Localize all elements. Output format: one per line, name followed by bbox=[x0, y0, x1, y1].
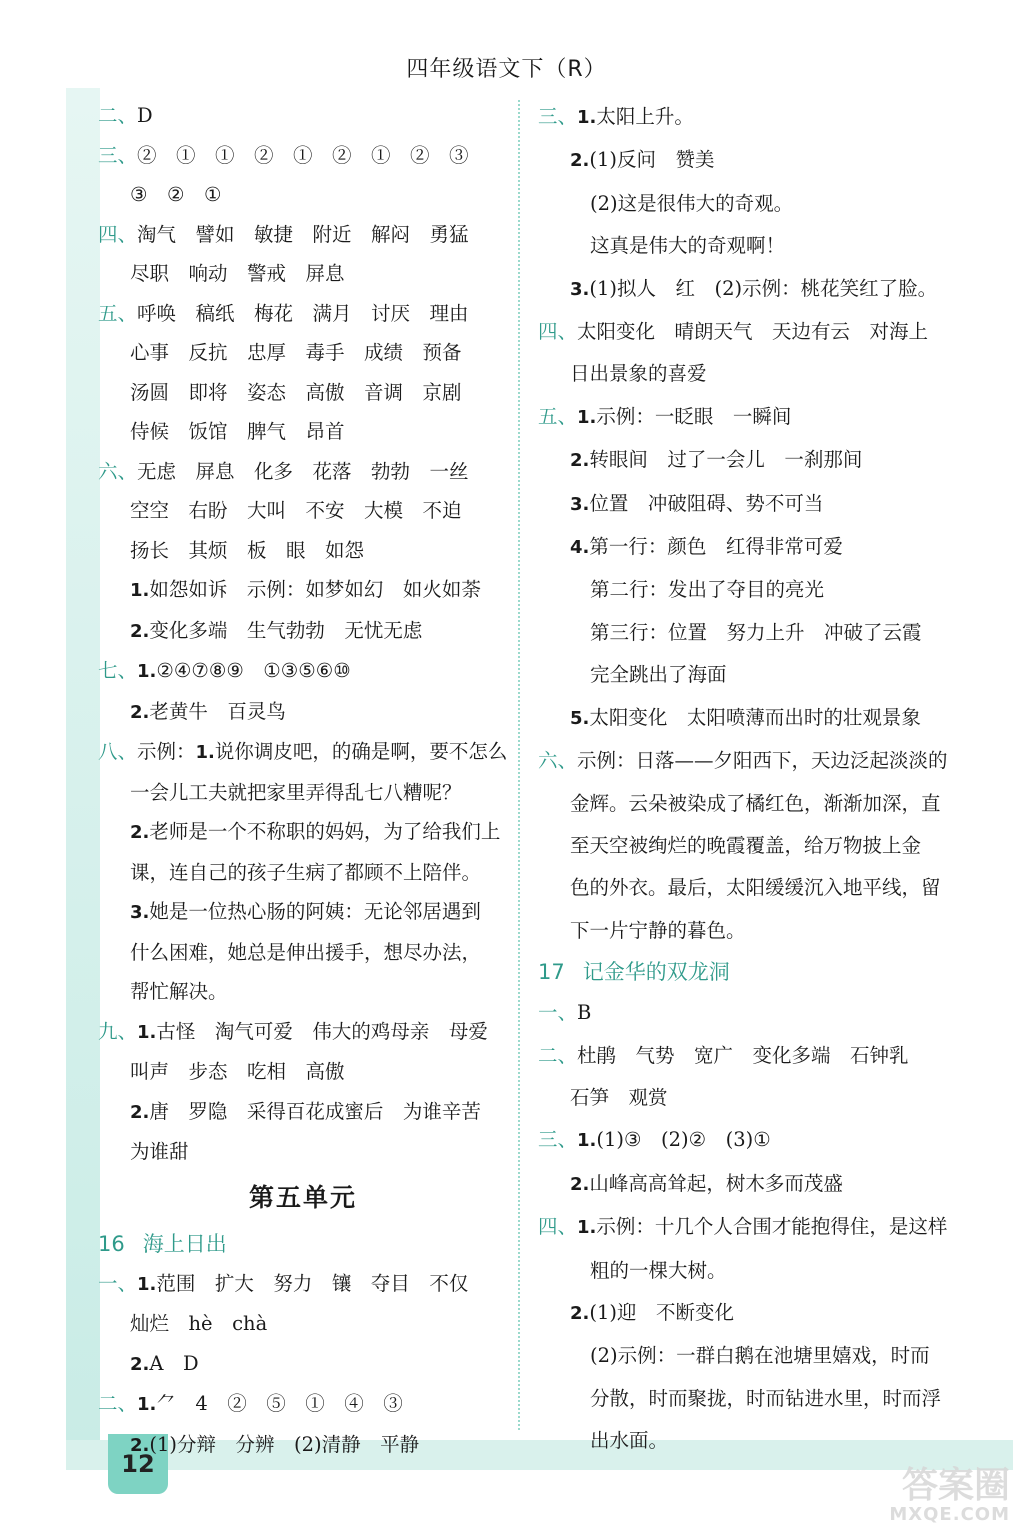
answer-line bbox=[538, 96, 958, 139]
answer-text: 这真是伟大的奇观啊！ bbox=[590, 234, 786, 258]
answer-line bbox=[98, 373, 508, 413]
answer-line bbox=[98, 732, 508, 773]
answer-text: 示例： bbox=[137, 740, 196, 763]
column-divider bbox=[518, 100, 520, 1430]
answer-text: 叫声 步态 吃相 高傲 bbox=[130, 1060, 345, 1083]
lesson-title: 海上日出 bbox=[142, 1231, 227, 1256]
answer-line bbox=[98, 773, 508, 813]
answer-line bbox=[538, 1163, 958, 1206]
section-marker: 四、 bbox=[538, 1215, 578, 1239]
answer-text: 汤圆 即将 姿态 高傲 音调 京剧 bbox=[130, 380, 462, 404]
answer-text: B bbox=[577, 1001, 592, 1025]
answer-text: 老黄牛 百灵鸟 bbox=[149, 699, 286, 723]
item-number: 1. bbox=[577, 406, 597, 428]
lesson-title: 记金华的双龙洞 bbox=[582, 960, 730, 985]
answer-line bbox=[538, 526, 958, 569]
item-number: 3. bbox=[570, 278, 590, 300]
answer-text: 下一片宁静的暮色。 bbox=[570, 918, 746, 942]
answer-text: 太阳变化 晴朗天气 天边有云 对海上 bbox=[577, 320, 929, 344]
item-number: 1. bbox=[130, 580, 150, 601]
answer-text: 她是一位热心肠的阿姨：无论邻居遇到 bbox=[149, 900, 481, 923]
answer-line bbox=[98, 531, 508, 571]
answer-line bbox=[538, 612, 958, 654]
answer-line bbox=[98, 412, 508, 452]
item-number: 2. bbox=[130, 701, 150, 723]
answer-line bbox=[538, 1119, 958, 1162]
item-number: 3. bbox=[130, 902, 150, 923]
answer-line bbox=[98, 1132, 508, 1172]
answer-line bbox=[538, 1250, 958, 1292]
item-number: 5. bbox=[570, 707, 590, 729]
answer-line bbox=[98, 651, 508, 692]
answer-line bbox=[538, 569, 958, 611]
answer-text: 第一行：颜色 红得非常可爱 bbox=[589, 535, 843, 559]
answer-text: 一会儿工夫就把家里弄得乱七八糟呢？ bbox=[130, 780, 462, 804]
section-marker: 七、 bbox=[98, 659, 138, 682]
answer-text: 示例：十几个人合围才能抱得住，是这样 bbox=[596, 1215, 948, 1239]
answer-text: 什么困难，她总是伸出援手，想尽办法， bbox=[130, 940, 482, 964]
unit-title: 第五单元 bbox=[248, 1182, 357, 1212]
watermark-logo bbox=[830, 1465, 1010, 1528]
answer-text: 心事 反抗 忠厚 毒手 成绩 预备 bbox=[130, 341, 462, 364]
answer-text: 示例：日落——夕阳西下，天边泛起淡淡的 bbox=[577, 749, 948, 773]
answer-text: 山峰高高耸起，树木多而茂盛 bbox=[589, 1171, 843, 1195]
section-marker: 二、 bbox=[98, 104, 138, 127]
answer-line bbox=[538, 268, 958, 311]
item-number: 2. bbox=[130, 1353, 150, 1375]
item-number: 1. bbox=[137, 1273, 157, 1295]
answer-line bbox=[98, 1092, 508, 1133]
answer-text: (1)迎 不断变化 bbox=[589, 1300, 734, 1324]
section-marker: 九、 bbox=[98, 1019, 138, 1043]
answer-line bbox=[538, 825, 958, 867]
left-column bbox=[98, 96, 508, 1465]
answer-line bbox=[538, 396, 958, 439]
answer-line bbox=[538, 483, 958, 526]
answer-line bbox=[98, 294, 508, 334]
section-marker: 四、 bbox=[538, 320, 578, 344]
answer-text: 课，连自己的孩子生病了都顾不上陪伴。 bbox=[130, 860, 482, 884]
answer-line bbox=[98, 853, 508, 893]
lesson-number: 16 bbox=[98, 1231, 125, 1256]
answer-text: 太阳变化 太阳喷薄而出时的壮观景象 bbox=[589, 705, 921, 729]
item-number: 1. bbox=[137, 1394, 157, 1415]
answer-text: 第二行：发出了夺目的亮光 bbox=[590, 578, 825, 602]
answer-text: 杜鹃 气势 宽广 变化多端 石钟乳 bbox=[577, 1043, 909, 1067]
answer-line bbox=[538, 183, 958, 225]
item-number: 2. bbox=[130, 1101, 150, 1123]
item-number: 4. bbox=[570, 537, 590, 559]
answer-text: A D bbox=[149, 1351, 199, 1375]
answer-text: 范围 扩大 努力 镶 夺目 不仅 bbox=[156, 1271, 469, 1295]
answer-text: 金辉。云朵被染成了橘红色，渐渐加深，直 bbox=[570, 791, 941, 815]
answer-text: 说你调皮吧，的确是啊，要不怎么 bbox=[214, 740, 508, 763]
answer-text: 至天空被绚烂的晚霞覆盖，给万物披上金 bbox=[570, 833, 922, 857]
answer-text: 帮忙解决。 bbox=[130, 980, 228, 1003]
answer-line bbox=[538, 1292, 958, 1335]
section-marker: 六、 bbox=[538, 749, 578, 773]
answer-text: 分散，时而聚拢，时而钻进水里，时而浮 bbox=[590, 1386, 942, 1410]
answer-text: 扬长 其烦 板 眼 如怨 bbox=[130, 538, 365, 562]
section-marker: 二、 bbox=[98, 1392, 138, 1415]
answer-text: 完全跳出了海面 bbox=[590, 663, 727, 687]
answer-text: 古怪 淘气可爱 伟大的鸡母亲 母爱 bbox=[156, 1019, 488, 1043]
answer-line bbox=[98, 570, 508, 611]
section-marker: 二、 bbox=[538, 1043, 578, 1067]
answer-text: 为谁甜 bbox=[130, 1140, 189, 1163]
answer-line bbox=[98, 1344, 508, 1385]
answer-line bbox=[538, 225, 958, 267]
answer-line bbox=[538, 783, 958, 825]
section-marker: 四、 bbox=[98, 222, 138, 246]
section-marker: 三、 bbox=[538, 105, 578, 128]
answer-line bbox=[98, 1425, 508, 1466]
answer-line bbox=[538, 654, 958, 696]
item-number: 1. bbox=[137, 1021, 157, 1043]
section-marker: 五、 bbox=[98, 301, 138, 325]
answer-text: 老师是一个不称职的妈妈，为了给我们上 bbox=[149, 820, 501, 843]
answer-line bbox=[98, 1052, 508, 1092]
answer-line bbox=[98, 215, 508, 255]
section-marker: 一、 bbox=[538, 1001, 578, 1025]
answer-line bbox=[538, 867, 958, 909]
section-marker: 八、 bbox=[98, 740, 138, 763]
answer-line bbox=[538, 1077, 958, 1119]
answer-line bbox=[98, 333, 508, 373]
item-number: 1. bbox=[577, 107, 597, 128]
answer-line bbox=[98, 692, 508, 733]
item-number: 2. bbox=[130, 1434, 150, 1456]
answer-line bbox=[98, 254, 508, 294]
watermark-sub: MXQE.COM bbox=[889, 1504, 1010, 1525]
left-margin-stripe bbox=[66, 88, 100, 1448]
item-number: 1. bbox=[137, 661, 157, 682]
item-number: 2. bbox=[130, 620, 150, 642]
answer-line bbox=[98, 491, 508, 531]
lesson-heading bbox=[538, 952, 958, 992]
answer-line bbox=[538, 139, 958, 182]
answer-text: 示例：一眨眼 一瞬间 bbox=[596, 404, 792, 428]
answer-line bbox=[538, 1378, 958, 1420]
answer-text: ②④⑦⑧⑨ ①③⑤⑥⑩ bbox=[156, 659, 351, 682]
answer-text: 粗的一棵大树。 bbox=[590, 1258, 727, 1282]
item-number: 1. bbox=[577, 1217, 597, 1239]
answer-line bbox=[98, 452, 508, 492]
answer-line bbox=[538, 910, 958, 952]
answer-line bbox=[538, 1420, 958, 1462]
answer-text: 如怨如诉 示例：如梦如幻 如火如荼 bbox=[149, 578, 481, 601]
answer-text: 转眼间 过了一会儿 一刹那间 bbox=[589, 448, 863, 472]
section-marker: 六、 bbox=[98, 459, 138, 483]
answer-line bbox=[538, 1206, 958, 1249]
section-marker: 一、 bbox=[98, 1271, 138, 1295]
section-marker: 三、 bbox=[538, 1128, 578, 1152]
answer-text: (2)这是很伟大的奇观。 bbox=[590, 191, 794, 215]
answer-text: 日出景象的喜爱 bbox=[570, 362, 707, 386]
answer-text: 色的外衣。最后，太阳缓缓沉入地平线，留 bbox=[570, 876, 941, 900]
section-marker: 三、 bbox=[98, 143, 138, 167]
answer-text: (2)示例：一群白鹅在池塘里嬉戏，时而 bbox=[590, 1344, 930, 1368]
watermark-main: 答案圈 bbox=[901, 1465, 1010, 1506]
item-number: 2. bbox=[570, 450, 590, 472]
answer-text: (1)③ (2)② (3)① bbox=[596, 1128, 771, 1152]
answer-line bbox=[538, 740, 958, 782]
answer-line bbox=[538, 1335, 958, 1377]
answer-line bbox=[98, 972, 508, 1012]
answer-line bbox=[98, 1264, 508, 1305]
answer-line bbox=[98, 611, 508, 652]
answer-text: 侍候 饭馆 脾气 昂首 bbox=[130, 420, 345, 443]
item-number: 1. bbox=[577, 1130, 597, 1152]
answer-text: 太阳上升。 bbox=[596, 105, 694, 128]
answer-text: (1)拟人 红 (2)示例：桃花笑红了脸。 bbox=[589, 276, 938, 300]
item-number: 2. bbox=[570, 150, 590, 172]
item-number: 2. bbox=[570, 1173, 590, 1195]
answer-line bbox=[98, 1012, 508, 1053]
answer-line bbox=[538, 439, 958, 482]
answer-line bbox=[98, 1384, 508, 1425]
answer-line bbox=[538, 992, 958, 1034]
answer-line bbox=[98, 136, 508, 176]
answer-line bbox=[538, 697, 958, 740]
lesson-heading bbox=[98, 1224, 508, 1264]
item-number: 2. bbox=[130, 822, 150, 843]
answer-text: (1)分辩 分辨 (2)清静 平静 bbox=[149, 1432, 420, 1456]
answer-line bbox=[98, 892, 508, 933]
answer-text: 无虑 屏息 化多 花落 勃勃 一丝 bbox=[137, 459, 469, 483]
answer-text: (1)反问 赞美 bbox=[589, 148, 715, 172]
answer-line bbox=[538, 1035, 958, 1077]
answer-text: ② ① ① ② ① ② ① ② ③ bbox=[137, 143, 469, 167]
item-number: 1. bbox=[195, 742, 215, 763]
answer-text: 空空 右盼 大叫 不安 大模 不迫 bbox=[130, 499, 462, 522]
right-column bbox=[538, 96, 958, 1463]
answer-text: 淘气 譬如 敏捷 附近 解闷 勇猛 bbox=[137, 222, 469, 246]
answer-line bbox=[98, 175, 508, 215]
item-number: 3. bbox=[570, 493, 590, 515]
answer-text: 灿烂 hè chà bbox=[130, 1312, 268, 1335]
section-marker: 五、 bbox=[538, 404, 578, 428]
answer-line bbox=[98, 933, 508, 973]
lesson-number: 17 bbox=[538, 960, 565, 985]
page-header-title: 四年级语文下（R） bbox=[406, 57, 607, 82]
item-number: 2. bbox=[570, 1302, 590, 1324]
answer-text: 唐 罗隐 采得百花成蜜后 为谁辛苦 bbox=[149, 1099, 481, 1123]
answer-text: 呼唤 稿纸 梅花 满月 讨厌 理由 bbox=[137, 301, 469, 325]
answer-text: 第三行：位置 努力上升 冲破了云霞 bbox=[590, 620, 922, 644]
answer-line bbox=[98, 812, 508, 853]
answer-text: ⺈ 4 ② ⑤ ① ④ ③ bbox=[156, 1392, 403, 1415]
page-number: 12 bbox=[121, 1450, 155, 1478]
answer-text: D bbox=[137, 104, 153, 127]
answer-line bbox=[98, 96, 508, 136]
answer-text: 尽职 响动 警戒 屏息 bbox=[130, 262, 345, 285]
answer-text: 变化多端 生气勃勃 无忧无虑 bbox=[149, 618, 423, 642]
answer-line bbox=[98, 1304, 508, 1344]
answer-text: 位置 冲破阻碍、势不可当 bbox=[589, 491, 824, 515]
answer-text: 出水面。 bbox=[590, 1429, 669, 1453]
answer-text: 石笋 观赏 bbox=[570, 1085, 668, 1109]
answer-text: ③ ② ① bbox=[130, 183, 222, 206]
answer-line bbox=[538, 353, 958, 395]
answer-line bbox=[538, 311, 958, 353]
